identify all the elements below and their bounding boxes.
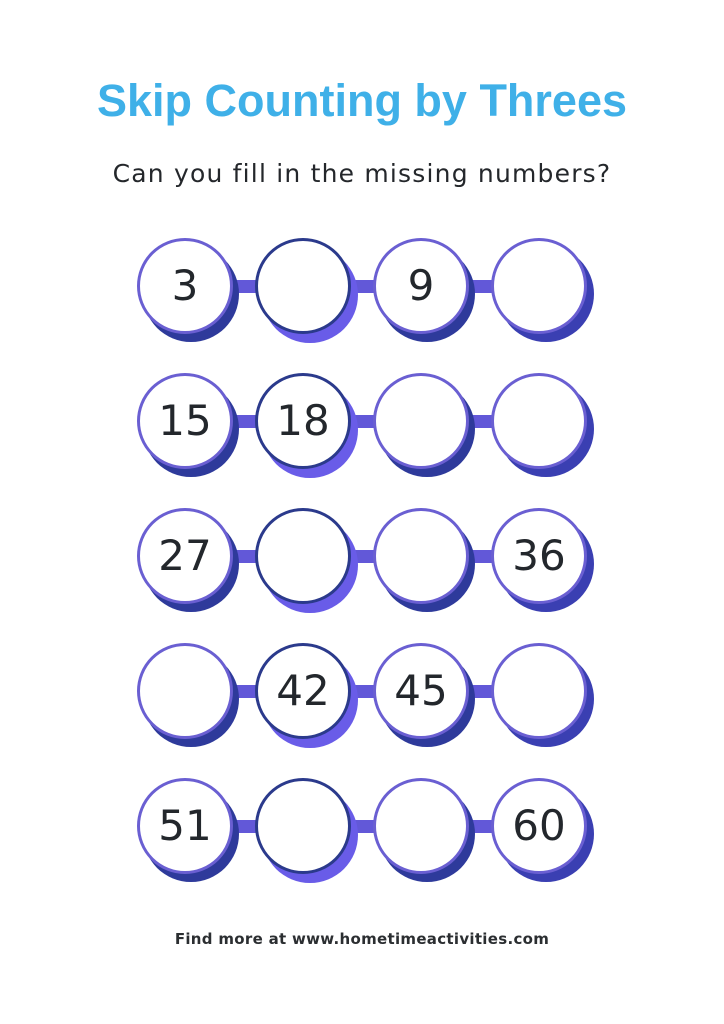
number-circle — [255, 643, 351, 739]
blank-circle[interactable] — [255, 238, 351, 334]
number-circle — [373, 643, 469, 739]
circle-number: 3 — [171, 261, 199, 310]
number-chain-row — [137, 643, 587, 739]
circle-number: 9 — [407, 261, 435, 310]
number-circle — [137, 508, 233, 604]
number-circle — [137, 778, 233, 874]
subtitle: Can you fill in the missing numbers? — [112, 159, 612, 188]
blank-circle[interactable] — [255, 508, 351, 604]
number-circle — [491, 778, 587, 874]
circle-number: 42 — [276, 666, 330, 715]
number-circle — [137, 238, 233, 334]
blank-circle[interactable] — [373, 778, 469, 874]
number-chain-row — [137, 373, 587, 469]
blank-circle[interactable] — [137, 643, 233, 739]
blank-circle[interactable] — [491, 643, 587, 739]
number-circle — [373, 238, 469, 334]
footer-text: Find more at www.hometimeactivities.com — [174, 930, 550, 948]
blank-circle[interactable] — [255, 778, 351, 874]
blank-circle[interactable] — [491, 238, 587, 334]
circle-number: 15 — [158, 396, 212, 445]
number-circle — [491, 508, 587, 604]
blank-circle[interactable] — [491, 373, 587, 469]
circle-number: 27 — [158, 531, 212, 580]
puzzle-grid — [137, 238, 587, 874]
number-chain-row — [137, 238, 587, 334]
blank-circle[interactable] — [373, 508, 469, 604]
circle-number: 45 — [394, 666, 448, 715]
page-title: Skip Counting by Threes — [96, 75, 628, 126]
circle-number: 18 — [276, 396, 330, 445]
number-circle — [255, 373, 351, 469]
circle-number: 36 — [512, 531, 566, 580]
number-chain-row — [137, 508, 587, 604]
circle-number: 60 — [512, 801, 566, 850]
number-chain-row — [137, 778, 587, 874]
blank-circle[interactable] — [373, 373, 469, 469]
circle-number: 51 — [158, 801, 212, 850]
number-circle — [137, 373, 233, 469]
